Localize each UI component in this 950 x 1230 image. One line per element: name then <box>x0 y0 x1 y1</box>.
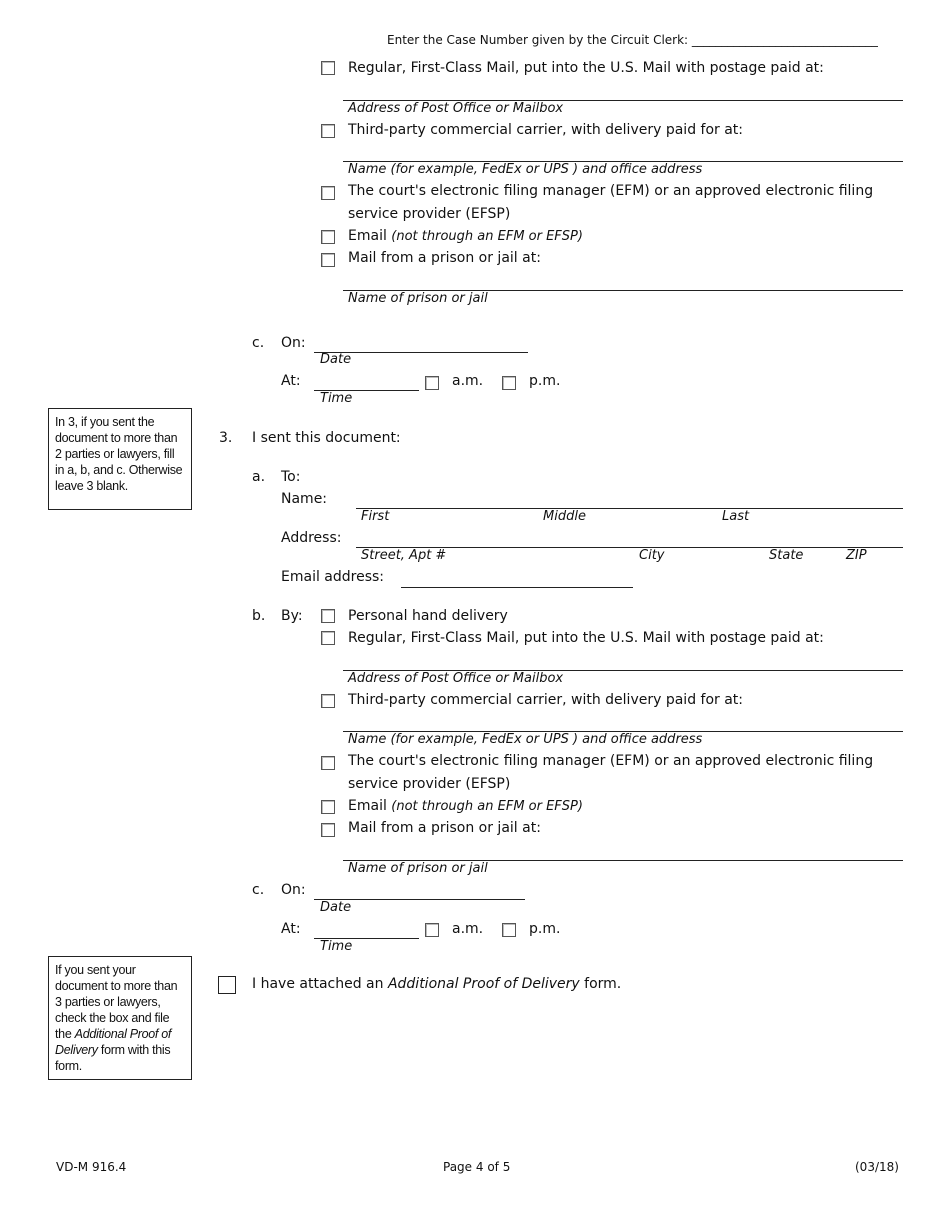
personal-delivery-checkbox[interactable] <box>321 609 335 623</box>
on-label-1: On: <box>281 335 306 351</box>
section-3-number: 3. <box>219 430 233 446</box>
at-label-1: At: <box>281 373 301 389</box>
pm-checkbox-1[interactable] <box>502 376 516 390</box>
efm-checkbox-2[interactable] <box>321 756 335 770</box>
efm-label-1b: service provider (EFSP) <box>348 206 511 222</box>
c-letter-2: c. <box>252 882 265 898</box>
middle-caption: Middle <box>543 509 586 524</box>
regular-mail-label-2: Regular, First-Class Mail, put into the U.S. Mail with postage paid at: <box>348 630 824 646</box>
section-3-heading: I sent this document: <box>252 430 401 446</box>
case-number-blank[interactable]: _______________________________ <box>691 33 878 47</box>
name-line[interactable] <box>356 508 903 509</box>
c-letter-1: c. <box>252 335 265 351</box>
regular-mail-checkbox-1[interactable] <box>321 61 335 75</box>
pm-label-1: p.m. <box>529 373 561 389</box>
regular-mail-checkbox-2[interactable] <box>321 631 335 645</box>
b-letter: b. <box>252 608 266 624</box>
to-label: To: <box>281 469 301 485</box>
prison-caption-1: Name of prison or jail <box>348 291 488 306</box>
time-caption-1: Time <box>320 391 353 406</box>
email-address-label: Email address: <box>281 569 385 585</box>
footer-page-number: Page 4 of 5 <box>443 1160 511 1174</box>
sidebar-note-section-3: In 3, if you sent the document to more than 2 parties or lawyers, fill in a, b, and c. Otherwise leave 3 blank. <box>48 408 192 510</box>
time-caption-2: Time <box>320 939 353 954</box>
street-caption: Street, Apt # <box>361 548 447 563</box>
sidebar-note-additional-proof: If you sent your document to more than 3 parties or lawyers, check the box and file the Additional Proof of Delivery form with this form. <box>48 956 192 1080</box>
email-label-1: Email (not through an EFM or EFSP) <box>348 228 583 244</box>
first-caption: First <box>361 509 390 524</box>
state-caption: State <box>769 548 804 563</box>
efm-checkbox-1[interactable] <box>321 186 335 200</box>
am-checkbox-2[interactable] <box>425 923 439 937</box>
personal-delivery-label: Personal hand delivery <box>348 608 508 624</box>
by-label: By: <box>281 608 303 624</box>
case-number-label: Enter the Case Number given by the Circuit Clerk: _______________________________ <box>387 33 878 47</box>
prison-label-1: Mail from a prison or jail at: <box>348 250 541 266</box>
a-letter: a. <box>252 469 266 485</box>
carrier-caption-2: Name (for example, FedEx or UPS ) and office address <box>348 732 703 747</box>
footer-revision-date: (03/18) <box>855 1160 899 1174</box>
efm-label-2a: The court's electronic filing manager (EFM) or an approved electronic filing <box>348 753 874 769</box>
third-party-checkbox-1[interactable] <box>321 124 335 138</box>
pm-label-2: p.m. <box>529 921 561 937</box>
city-caption: City <box>639 548 665 563</box>
at-label-2: At: <box>281 921 301 937</box>
regular-mail-label-1: Regular, First-Class Mail, put into the U.S. Mail with postage paid at: <box>348 60 824 76</box>
prison-label-2: Mail from a prison or jail at: <box>348 820 541 836</box>
efm-label-1a: The court's electronic filing manager (EFM) or an approved electronic filing <box>348 183 874 199</box>
carrier-caption-1: Name (for example, FedEx or UPS ) and office address <box>348 162 703 177</box>
email-checkbox-1[interactable] <box>321 230 335 244</box>
am-label-2: a.m. <box>452 921 484 937</box>
last-caption: Last <box>722 509 750 524</box>
name-label: Name: <box>281 491 328 507</box>
third-party-checkbox-2[interactable] <box>321 694 335 708</box>
address-label: Address: <box>281 530 342 546</box>
prison-checkbox-1[interactable] <box>321 253 335 267</box>
date-caption-2: Date <box>320 900 352 915</box>
post-office-caption-2: Address of Post Office or Mailbox <box>348 671 564 686</box>
zip-caption: ZIP <box>846 548 867 563</box>
footer-form-id: VD-M 916.4 <box>56 1160 127 1174</box>
third-party-label-2: Third-party commercial carrier, with delivery paid for at: <box>348 692 744 708</box>
prison-checkbox-2[interactable] <box>321 823 335 837</box>
pm-checkbox-2[interactable] <box>502 923 516 937</box>
email-label-2: Email (not through an EFM or EFSP) <box>348 798 583 814</box>
email-address-line[interactable] <box>401 587 633 588</box>
am-label-1: a.m. <box>452 373 484 389</box>
date-caption-1: Date <box>320 352 352 367</box>
efm-label-2b: service provider (EFSP) <box>348 776 511 792</box>
am-checkbox-1[interactable] <box>425 376 439 390</box>
on-label-2: On: <box>281 882 306 898</box>
post-office-caption-1: Address of Post Office or Mailbox <box>348 101 564 116</box>
additional-proof-label: I have attached an Additional Proof of Delivery form. <box>252 976 622 992</box>
third-party-label-1: Third-party commercial carrier, with delivery paid for at: <box>348 122 744 138</box>
email-checkbox-2[interactable] <box>321 800 335 814</box>
additional-proof-checkbox[interactable] <box>218 976 236 994</box>
prison-caption-2: Name of prison or jail <box>348 861 488 876</box>
